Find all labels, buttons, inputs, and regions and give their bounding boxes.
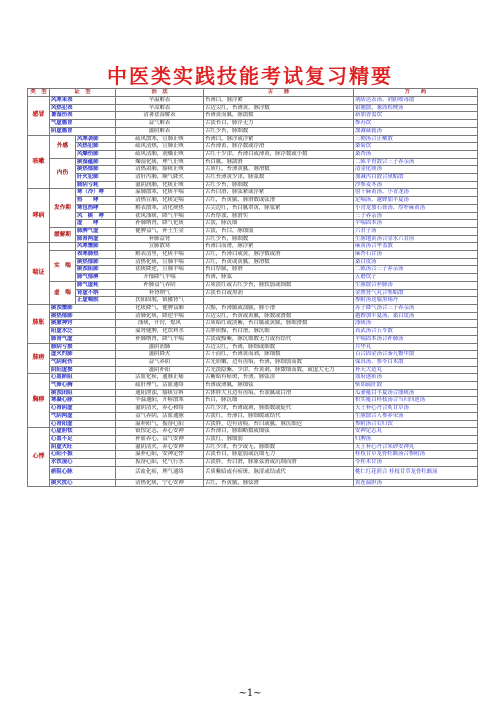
formula-cell: 三子养亲汤 — [354, 212, 478, 220]
formula-cell: 天王补心丹合炙甘草汤 — [354, 405, 478, 413]
syndrome-cell: 风热犯肺 — [76, 143, 116, 151]
formula-cell: 百合固金汤合秦艽鳖甲散 — [354, 351, 478, 359]
table-row — [28, 358, 478, 366]
tongue-pulse-cell: 苔白厚腻，脉滑 — [204, 266, 354, 274]
formula-cell: 加减葳蕤汤 — [354, 127, 478, 135]
formula-cell: 桃仁红花煎合 桂枝甘草龙骨牡蛎汤 — [354, 466, 478, 479]
tongue-pulse-cell: 舌光淡隐紫，少津，苔黄剥，脉微细而数，或虚大无力 — [204, 366, 354, 374]
table-row — [28, 266, 478, 274]
table-row — [28, 181, 478, 189]
formula-cell: 小青龙加石膏汤、厚朴麻黄汤 — [354, 204, 478, 212]
table-row — [28, 127, 478, 135]
tongue-pulse-cell: 舌尖边红，苔白腻罩黄，脉弦紧 — [204, 204, 354, 212]
tongue-pulse-cell: 舌淡苔白，脉虚弱或沉细无力 — [204, 451, 354, 459]
category-cell: 肺痨 — [28, 343, 50, 374]
table-row — [28, 281, 478, 289]
table-row — [28, 397, 478, 405]
tongue-pulse-cell: 舌红少苔，脉细数 — [204, 235, 354, 243]
formula-cell: 保真汤、参苓白术散 — [354, 358, 478, 366]
category-cell: 咳嗽 — [28, 135, 50, 189]
table-row — [28, 459, 478, 467]
formula-cell: 射干麻黄汤、小青龙汤 — [354, 189, 478, 197]
table-row — [28, 143, 478, 151]
syndrome-cell: 寒包热哮 — [76, 204, 116, 212]
tongue-pulse-cell: 舌淡苔白，脉浮无力 — [204, 120, 354, 128]
tongue-pulse-cell: 舌淡，苔白，脉细弱 — [204, 227, 354, 235]
table-row — [28, 150, 478, 158]
principle-cell: 振奋心阳，化气行水 — [116, 459, 204, 467]
tongue-pulse-cell: 舌红少津，苔薄或剥，脉细数或促代 — [204, 405, 354, 413]
tongue-pulse-cell: 舌淡胖，苔白滑，脉象弦滑或沉细而滑 — [204, 459, 354, 467]
principle-cell: 活血化瘀，通脉止痛 — [116, 374, 204, 382]
syndrome-cell: 风寒束表 — [50, 97, 116, 105]
principle-cell: 温肾健脾，化饮利水 — [116, 328, 204, 336]
formula-cell: 生脉散合人参养荣汤 — [354, 412, 478, 420]
principle-cell: 滋阴清火，养心和络 — [116, 405, 204, 413]
table-row — [28, 389, 478, 397]
tongue-pulse-cell: 舌苔薄黄，脉浮数或浮滑 — [204, 143, 354, 151]
subcategory-cell: 实 喘 — [50, 251, 76, 282]
syndrome-cell: 心肾阴虚 — [50, 405, 116, 413]
formula-cell: 参苏饮 — [354, 120, 478, 128]
syndrome-cell: 肺气郁痹 — [76, 274, 116, 282]
principle-cell: 益气养阴，活血通脉 — [116, 412, 204, 420]
principle-cell: 辛凉解表 — [116, 104, 204, 112]
syndrome-cell: 痰浊阻肺 — [76, 266, 116, 274]
table-row — [28, 428, 478, 436]
formula-cell: 涤痰汤 — [354, 320, 478, 328]
principle-cell: 清热化痰，宁心安神 — [116, 479, 204, 487]
principle-cell: 涤痰，开窍，熄风 — [116, 320, 204, 328]
syndrome-cell: 瘀阻心脉 — [50, 466, 116, 479]
formula-cell: 平喘固本汤 — [354, 220, 478, 228]
principle-cell: 清肝泻肺，顺气降火 — [116, 174, 204, 182]
formula-cell: 金匮肾气丸合参蛤散 — [354, 289, 478, 297]
principle-cell: 补肺益气养阴 — [116, 281, 204, 289]
principle-cell: 补肾纳气 — [116, 289, 204, 297]
tongue-pulse-cell: 舌体胖大且边有齿痕，苔浊腻或白滑 — [204, 389, 354, 397]
syndrome-cell: 阴虚火旺 — [50, 443, 116, 451]
tongue-pulse-cell: 舌苔白滑，脉弦紧或浮紧 — [204, 189, 354, 197]
tongue-pulse-cell: 苔薄黄而腻，脉濡数 — [204, 112, 354, 120]
tongue-pulse-cell: 舌淡红，苔薄白，脉细缓或结代 — [204, 412, 354, 420]
syndrome-cell: 肺肾气虚 — [50, 335, 116, 343]
principle-cell: 温补阳气，振奋心阳 — [116, 420, 204, 428]
table-row — [28, 243, 478, 251]
syndrome-cell: 正虚喘脱 — [76, 297, 116, 305]
tongue-pulse-cell: 苔薄，脉弦 — [204, 274, 354, 282]
table-row — [28, 335, 478, 343]
tongue-pulse-cell: 苔白腻，脉濡滑 — [204, 158, 354, 166]
table-row — [28, 297, 478, 305]
syndrome-cell: 肺脾气虚 — [76, 227, 116, 235]
principle-cell: 疏肝理气，活血通络 — [116, 382, 204, 390]
table-row — [28, 258, 478, 266]
syndrome-cell: 痰火扰心 — [50, 479, 116, 487]
principle-cell: 补血养心，益气安神 — [116, 435, 204, 443]
tongue-pulse-cell: 舌紫暗有瘀斑，苔薄，脉弦涩 — [204, 374, 354, 382]
tongue-pulse-cell: 舌边尖红，苔黄或黄腻，脉数或滑数 — [204, 312, 354, 320]
syndrome-cell: 心虚胆怯 — [50, 428, 116, 436]
formula-cell: 参附汤送服黑锡丹 — [354, 297, 478, 305]
header-syndrome: 证 型 — [50, 89, 116, 97]
formula-cell: 麻黄汤合华盖散 — [354, 243, 478, 251]
tongue-pulse-cell: 舌边尖红，苔薄，脉细或细数 — [204, 343, 354, 351]
principle-cell: 开郁降气平喘 — [116, 274, 204, 282]
formula-cell: 枳实薤白桂枝汤合当归四逆汤 — [354, 397, 478, 405]
table-row — [28, 251, 478, 259]
tongue-pulse-cell: 苔薄白，脉浮或浮紧 — [204, 135, 354, 143]
tongue-pulse-cell: 舌质红，苔薄黄腻，脉滑数 — [204, 166, 354, 174]
formula-cell: 桑白皮汤 — [354, 258, 478, 266]
principle-cell: 补肺益肾 — [116, 235, 204, 243]
principle-cell: 滋阴解表 — [116, 127, 204, 135]
syndrome-cell: 肺肾两虚 — [76, 235, 116, 243]
category-cell: 胸痹 — [28, 374, 50, 428]
formula-cell: 生脉散合补肺汤 — [354, 281, 478, 289]
tongue-pulse-cell: 舌边尖红，苔薄黄，脉浮数 — [204, 104, 354, 112]
tongue-pulse-cell: 舌红，苔黄腻，脉弦滑 — [204, 479, 354, 487]
table-row — [28, 320, 478, 328]
table-row — [28, 405, 478, 413]
table-row — [28, 212, 478, 220]
table-row — [28, 343, 478, 351]
tongue-pulse-cell: 舌苔厚浊，脉滑实 — [204, 212, 354, 220]
syndrome-cell: 心血不足 — [50, 435, 116, 443]
formula-cell: 生脉地黄汤合金水六君煎 — [354, 235, 478, 243]
formula-cell: 黄连温胆汤 — [354, 479, 478, 487]
tongue-pulse-cell: 舌红少苔，脉细数 — [204, 127, 354, 135]
table-header-row — [28, 89, 478, 97]
tongue-pulse-cell: 舌红干少津，苔薄白或薄黄，脉浮数或小数 — [204, 150, 354, 158]
syndrome-cell: 水饮凌心 — [50, 459, 116, 467]
principle-cell: 通阳泄浊，豁痰宣痹 — [116, 389, 204, 397]
principle-cell: 辛温解表 — [116, 97, 204, 105]
tongue-pulse-cell: 舌质淡红或舌红少苔，脉软弱或细数 — [204, 281, 354, 289]
tongue-pulse-cell: 舌淡，脉沉细 — [204, 220, 354, 228]
syndrome-cell: 寒（冷）哮 — [76, 189, 116, 197]
principle-cell: 清肺化痰，降逆平喘 — [116, 312, 204, 320]
tongue-pulse-cell: 舌红少苔，脉细数 — [204, 181, 354, 189]
syndrome-cell: 痰蒙神窍 — [50, 320, 116, 328]
principle-cell: 健脾益气，补土生金 — [116, 227, 204, 235]
syndrome-cell: 虚火灼肺 — [50, 351, 116, 359]
formula-cell: 银翘散、葱豉桔梗汤 — [354, 104, 478, 112]
tongue-pulse-cell: 舌红，苔黄或黄腻，脉滑数 — [204, 258, 354, 266]
table-row — [28, 366, 478, 374]
formula-cell: 沙参麦冬汤 — [354, 181, 478, 189]
formula-cell: 血府逐瘀汤 — [354, 374, 478, 382]
formula-cell: 安神定志丸 — [354, 428, 478, 436]
syndrome-cell: 心肾阳虚 — [50, 420, 116, 428]
tongue-pulse-cell: 苔薄白而滑，脉浮紧 — [204, 243, 354, 251]
syndrome-cell: 痰热郁肺 — [76, 258, 116, 266]
formula-cell: 五磨饮子 — [354, 274, 478, 282]
category-cell: 喘证 — [28, 243, 50, 305]
subcategory-cell: 内伤 — [50, 158, 76, 189]
table-row — [28, 274, 478, 282]
formula-cell: 桂枝甘草龙骨牡蛎汤合参附汤 — [354, 451, 478, 459]
table-row — [28, 420, 478, 428]
syndrome-cell: 阳虚水泛 — [50, 328, 116, 336]
syndrome-cell: 风寒壅肺 — [76, 243, 116, 251]
syndrome-cell: 风寒袭肺 — [76, 135, 116, 143]
formula-cell: 二陈平胃散合三子养亲汤 — [354, 158, 478, 166]
syndrome-cell: 阴阳虚损 — [50, 366, 116, 374]
principle-cell: 滋阴清火，养心安神 — [116, 443, 204, 451]
syndrome-cell: 痰热郁肺 — [76, 166, 116, 174]
principle-cell: 益气解表 — [116, 120, 204, 128]
formula-cell: 苏子降气汤合三子养亲汤 — [354, 304, 478, 312]
page-title: 中医类实践技能考试复习精要 — [107, 64, 393, 88]
syndrome-cell: 气阴两虚 — [50, 412, 116, 420]
table-row — [28, 227, 478, 235]
tongue-pulse-cell: 舌淡胖，边有齿痕，苔白或腻，脉沉细迟 — [204, 420, 354, 428]
syndrome-cell: 痰浊闭阻 — [50, 389, 116, 397]
subcategory-cell — [50, 243, 76, 251]
syndrome-cell: 寒凝心脉 — [50, 397, 116, 405]
tongue-pulse-cell: 舌淡苔白或黑润 — [204, 289, 354, 297]
table-row — [28, 174, 478, 182]
syndrome-cell: 肺阴亏损 — [50, 343, 116, 351]
table-row — [28, 158, 478, 166]
syndrome-cell: 气滞心胸 — [50, 382, 116, 390]
page-number: ~1~ — [238, 688, 262, 699]
syndrome-cell: 气虚感冒 — [50, 120, 116, 128]
table-row — [28, 120, 478, 128]
formula-cell: 定喘汤、越婢加半夏汤 — [354, 197, 478, 205]
tongue-pulse-cell: 舌红，苔薄白或黄，脉浮数或滑 — [204, 251, 354, 259]
table-row — [28, 220, 478, 228]
principle-cell: 清暑祛湿解表 — [116, 112, 204, 120]
tongue-pulse-cell: 舌胖质黯，苔白滑，脉沉细 — [204, 328, 354, 336]
table-row — [28, 451, 478, 459]
table-row — [28, 204, 478, 212]
formula-cell: 真武汤合五苓散 — [354, 328, 478, 336]
tongue-pulse-cell: 苔薄或薄腻，脉细弦 — [204, 382, 354, 390]
tongue-pulse-cell: 舌红少津，苔少或无，脉细数 — [204, 443, 354, 451]
principle-cell: 益气养阴 — [116, 358, 204, 366]
syndrome-cell: 肝火犯肺 — [76, 174, 116, 182]
syndrome-cell: 痰热郁肺 — [50, 312, 116, 320]
syndrome-cell: 心血瘀阻 — [50, 374, 116, 382]
table-row — [28, 412, 478, 420]
header-type: 类 型 — [28, 89, 50, 97]
subcategory-cell: 缓解期 — [50, 227, 76, 242]
syndrome-cell: 表寒肺热 — [76, 251, 116, 259]
category-cell: 哮病 — [28, 189, 50, 243]
table-row — [28, 197, 478, 205]
formula-cell: 桑菊饮 — [354, 143, 478, 151]
subcategory-cell: 虚 喘 — [50, 281, 76, 304]
formula-cell: 桑杏汤 — [354, 150, 478, 158]
table-row — [28, 466, 478, 479]
header-formula: 方 药 — [354, 89, 478, 97]
tongue-pulse-cell: 舌干而红，苔薄黄而剥，脉细数 — [204, 351, 354, 359]
tongue-pulse-cell: 舌苔薄白，脉细略数或细弦 — [204, 428, 354, 436]
formula-cell: 越婢加半夏汤、桑白皮汤 — [354, 312, 478, 320]
header-tongue-pulse: 舌 脉 — [204, 89, 354, 97]
tongue-pulse-cell — [204, 297, 354, 305]
tongue-pulse-cell: 舌黯，苔薄腻或浊腻，脉小滑 — [204, 304, 354, 312]
formula-cell: 柴胡疏肝散 — [354, 382, 478, 390]
table-row — [28, 166, 478, 174]
table-row — [28, 382, 478, 390]
syndrome-cell: 肺气虚耗 — [76, 281, 116, 289]
syndrome-cell: 阴虚感冒 — [50, 127, 116, 135]
formula-cell: 平喘固本汤合补肺汤 — [354, 335, 478, 343]
principle-cell: 祛痰降逆，宣肺平喘 — [116, 266, 204, 274]
syndrome-cell: 痰湿蕴肺 — [76, 158, 116, 166]
principle-cell: 滋阴润肺 — [116, 343, 204, 351]
syndrome-cell: 风 痰 哮 — [76, 212, 116, 220]
table-row — [28, 479, 478, 487]
tongue-pulse-cell: 舌淡红，脉细弱 — [204, 435, 354, 443]
table-row — [28, 304, 478, 312]
table-row — [28, 374, 478, 382]
principle-cell: 补肺纳肾，降气平喘 — [116, 335, 204, 343]
table-row — [28, 351, 478, 359]
principle-cell: 清热化痰，宣肺平喘 — [116, 258, 204, 266]
table-row — [28, 443, 478, 451]
syndrome-cell: 风热犯表 — [50, 104, 116, 112]
tongue-pulse-cell: 舌光质嫩，边有齿痕，苔薄，脉细弱而数 — [204, 358, 354, 366]
principle-cell: 宣肺散寒 — [116, 243, 204, 251]
principle-cell: 解表清里，化痰平喘 — [116, 251, 204, 259]
table-row — [28, 135, 478, 143]
formula-cell: 归脾汤 — [354, 435, 478, 443]
principle-cell: 补肺纳肾，降气化痰 — [116, 220, 204, 228]
principle-cell: 清热宣肺，化痰定喘 — [116, 197, 204, 205]
formula-cell: 新加香薷饮 — [354, 112, 478, 120]
table-row — [28, 104, 478, 112]
formula-cell: 六君子汤 — [354, 227, 478, 235]
syndrome-cell: 心阳不振 — [50, 451, 116, 459]
principle-cell: 滋阴补阳 — [116, 366, 204, 374]
formula-cell: 加减泻白散合黛蛤散 — [354, 174, 478, 182]
principle-cell: 疏风清肺，润燥止咳 — [116, 150, 204, 158]
principle-cell: 扶阳固脱，镇摄肾气 — [116, 297, 204, 305]
table-row — [28, 289, 478, 297]
principle-cell: 清热肃肺，豁痰止咳 — [116, 166, 204, 174]
table-row — [28, 435, 478, 443]
principle-cell: 滋阴降火 — [116, 351, 204, 359]
formula-cell: 瓜蒌薤白半夏汤合涤痰汤 — [354, 389, 478, 397]
formula-cell: 参附汤合右归饮 — [354, 420, 478, 428]
principle-cell: 辛温通阳，开痹散寒 — [116, 397, 204, 405]
formula-cell: 补天大造丸 — [354, 366, 478, 374]
table-row — [28, 189, 478, 197]
formula-cell: 苓桂术甘汤 — [354, 459, 478, 467]
formula-cell: 三拗汤合止嗽散 — [354, 135, 478, 143]
subcategory-cell: 发作期 — [50, 189, 76, 228]
header-principle: 治 法 — [116, 89, 204, 97]
principle-cell: 疏风散寒，宣肺止咳 — [116, 135, 204, 143]
subcategory-cell: 外感 — [50, 135, 76, 158]
syndrome-cell: 热 哮 — [76, 197, 116, 205]
formula-cell: 清金化痰汤 — [354, 166, 478, 174]
category-cell: 感冒 — [28, 97, 50, 136]
principle-cell: 化痰降气，健脾益肺 — [116, 304, 204, 312]
syndrome-cell: 气阴耗伤 — [50, 358, 116, 366]
principle-cell: 滋阴润肺，化痰止咳 — [116, 181, 204, 189]
syndrome-cell: 痰浊壅肺 — [50, 304, 116, 312]
category-cell: 肺胀 — [28, 304, 50, 343]
syndrome-cell: 暑湿伤表 — [50, 112, 116, 120]
syndrome-table — [27, 88, 478, 487]
principle-cell: 活血化瘀，理气通络 — [116, 466, 204, 479]
table-row — [28, 312, 478, 320]
syndrome-cell: 肺阴亏耗 — [76, 181, 116, 189]
tongue-pulse-cell: 舌质暗红或淡紫，苔白腻或黄腻，脉细滑数 — [204, 320, 354, 328]
table-row — [28, 328, 478, 336]
principle-cell: 温补心阳，安神定悸 — [116, 451, 204, 459]
tongue-pulse-cell: 舌红苔薄黄少津，脉弦数 — [204, 174, 354, 182]
syndrome-cell: 风燥伤肺 — [76, 150, 116, 158]
formula-cell: 荆防达表汤、荆防败毒散 — [354, 97, 478, 105]
formula-cell: 麻杏石甘汤 — [354, 251, 478, 259]
principle-cell: 燥湿化痰，理气止咳 — [116, 158, 204, 166]
principle-cell: 解表散寒，清化痰热 — [116, 204, 204, 212]
principle-cell: 温肺散寒，化痰平喘 — [116, 189, 204, 197]
principle-cell: 疏风清热，宣肺止咳 — [116, 143, 204, 151]
table-row — [28, 97, 478, 105]
table-row — [28, 112, 478, 120]
formula-cell: 月华丸 — [354, 343, 478, 351]
principle-cell: 祛风涤痰，降气平喘 — [116, 212, 204, 220]
tongue-pulse-cell: 舌质紫暗或有瘀斑，脉涩或结或代 — [204, 466, 354, 479]
tongue-pulse-cell: 苔白，脉沉细 — [204, 397, 354, 405]
tongue-pulse-cell: 苔薄白，脉浮紧 — [204, 97, 354, 105]
tongue-pulse-cell: 舌红，苔黄腻，脉滑数或弦滑 — [204, 197, 354, 205]
formula-cell: 天王补心丹合朱砂安神丸 — [354, 443, 478, 451]
syndrome-cell: 肾虚不纳 — [76, 289, 116, 297]
syndrome-cell: 虚 哮 — [76, 220, 116, 228]
table-row — [28, 235, 478, 243]
formula-cell: 二陈汤合三子养亲汤 — [354, 266, 478, 274]
tongue-pulse-cell: 舌淡或黯紫，脉沉细数无力或有结代 — [204, 335, 354, 343]
principle-cell: 镇惊定志，养心安神 — [116, 428, 204, 436]
category-cell: 心悸 — [28, 428, 50, 487]
